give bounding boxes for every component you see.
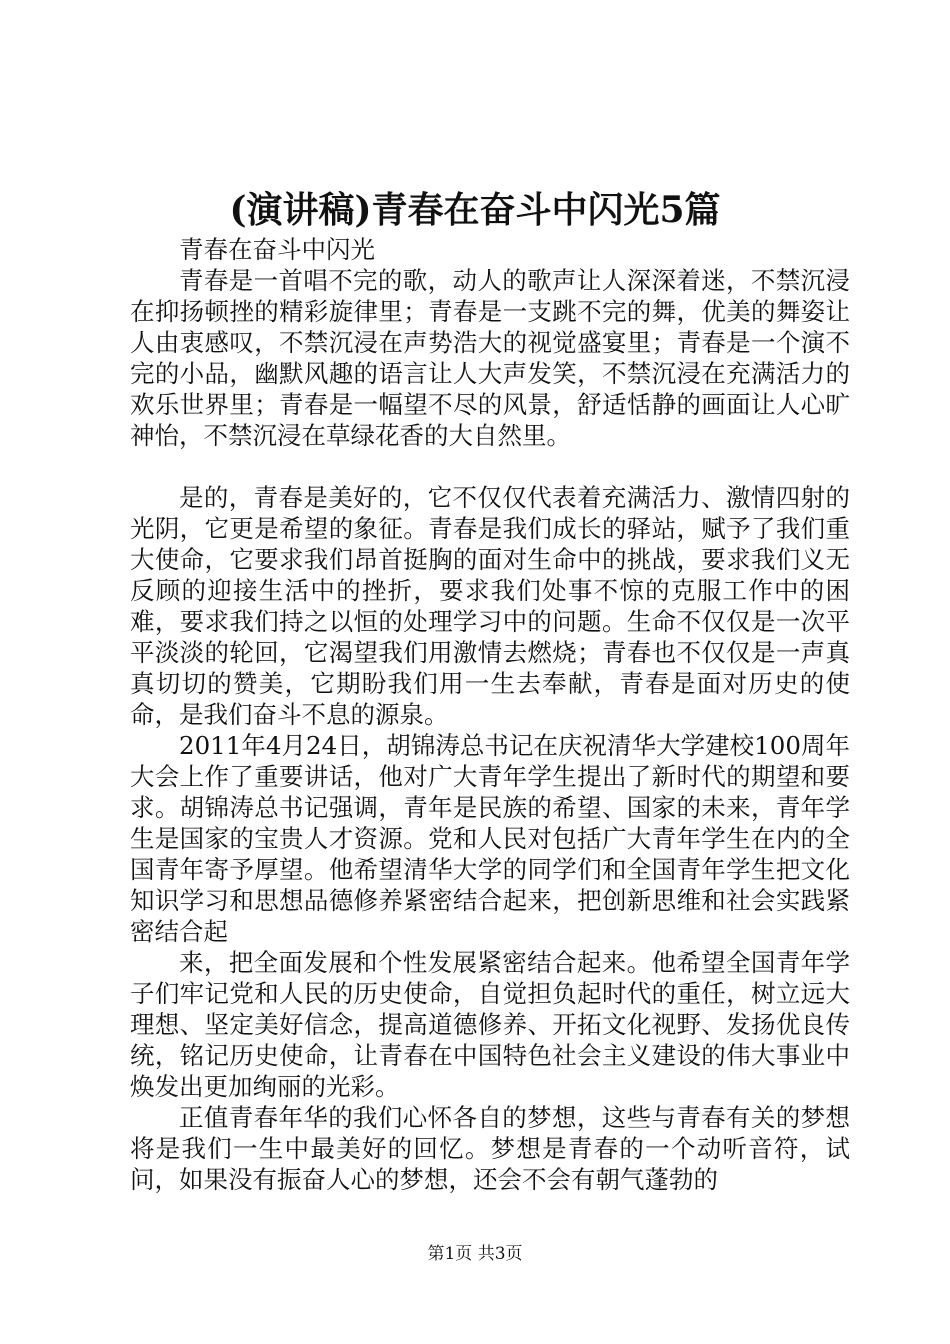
document-title: (演讲稿)青春在奋斗中闪光5篇 [229,189,721,231]
paragraph-4: 来，把全面发展和个性发展紧密结合起来。他希望全国青年学子们牢记党和人民的历史使命，自觉担负起时代的重任，树立远大理想、坚定美好信念，提高道德修养、开拓文化视野、发扬优良传统，铭记历史使命，让青春在中国特色社会主义建设的伟大事业中焕发出更加绚丽的光彩。 [130,948,850,1101]
section-subtitle: 青春在奋斗中闪光 [179,235,375,264]
paragraph-2: 是的，青春是美好的，它不仅仅代表着充满活力、激情四射的光阴，它更是希望的象征。青春是我们成长的驿站，赋予了我们重大使命，它要求我们昂首挺胸的面对生命中的挑战，要求我们义无反顾的迎接生活中的挫折，要求我们处事不惊的克服工作中的困难，要求我们持之以恒的处理学习中的问题。生命不仅仅是一次平平淡淡的轮回，它渴望我们用激情去燃烧；青春也不仅仅是一声真真切切的赞美，它期盼我们用一生去奉献，青春是面对历史的使命，是我们奋斗不息的源泉。 [130,483,850,729]
paragraph-1: 青春是一首唱不完的歌，动人的歌声让人深深着迷，不禁沉浸在抑扬顿挫的精彩旋律里；青春是一支跳不完的舞，优美的舞姿让人由衷感叹，不禁沉浸在声势浩大的视觉盛宴里；青春是一个演不完的小品，幽默风趣的语言让人大声发笑，不禁沉浸在充满活力的欢乐世界里；青春是一幅望不尽的风景，舒适恬静的画面让人心旷神怡，不禁沉浸在草绿花香的大自然里。 [130,266,850,450]
paragraph-3: 2011年4月24日，胡锦涛总书记在庆祝清华大学建校100周年大会上作了重要讲话，他对广大青年学生提出了新时代的期望和要求。胡锦涛总书记强调，青年是民族的希望、国家的未来，青年学生是国家的宝贵人才资源。党和人民对包括广大青年学生在内的全国青年寄予厚望。他希望清华大学的同学们和全国青年学生把文化知识学习和思想品德修养紧密结合起来，把创新思维和社会实践紧密结合起 [130,731,850,946]
page-indicator: 第1页 共3页 [427,1244,523,1264]
paragraph-5: 正值青春年华的我们心怀各自的梦想，这些与青春有关的梦想将是我们一生中最美好的回忆。梦想是青春的一个动听音符，试问，如果没有振奋人心的梦想，还会不会有朝气蓬勃的 [130,1103,850,1194]
document-body [130,234,850,1195]
paragraph-spacer [130,451,850,482]
